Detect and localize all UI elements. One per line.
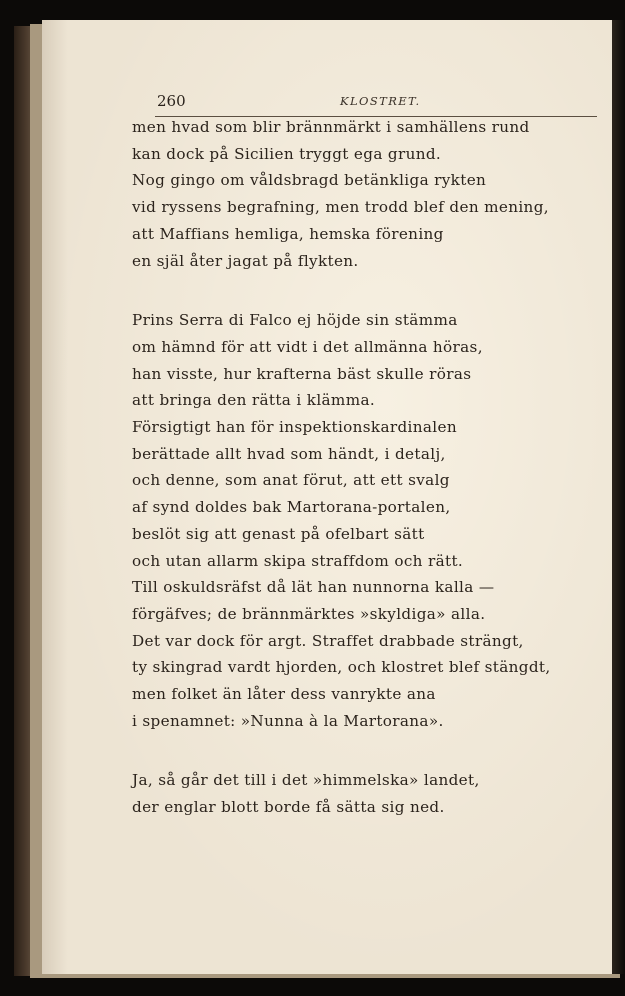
stanza [132,307,572,734]
poem-body [132,114,572,821]
poem-line: beslöt sig att genast på ofelbart sätt [132,524,425,543]
poem-line: men folket än låter dess vanrykte ana [132,685,436,704]
poem-line: men hvad som blir brännmärkt i samhällens rund [132,118,530,136]
poem-line: han visste, hur krafterna bäst skulle röras [132,364,472,383]
poem-line: Prins Serra di Falco ej höjde sin stämma [132,311,458,330]
page-number: 260 [157,92,186,110]
poem-line: Ja, så går det till i det »himmelska» landet, [132,771,480,790]
poem-line: om hämnd för att vidt i det allmänna höras, [132,337,483,356]
poem-line: ty skingrad vardt hjorden, och klostret blef stängdt, [132,658,551,677]
poem-line: der englar blott borde få sätta sig ned. [132,798,445,817]
poem-line: Försigtigt han för inspektionskardinalen [132,418,457,437]
poem-line: förgäfves; de brännmärktes »skyldiga» alla. [132,604,486,623]
poem-line: Nog gingo om våldsbragd betänkliga rykten [132,171,487,190]
poem-line: Till oskuldsräfst då lät han nunnorna kalla — [132,578,495,597]
poem-line: kan dock på Sicilien tryggt ega grund. [132,144,442,163]
poem-line: Det var dock för argt. Straffet drabbade strängt, [132,631,524,650]
poem-line: och denne, som anat förut, att ett svalg [132,471,450,490]
page-header [42,20,614,120]
stanza [132,114,572,274]
stanza [132,767,572,820]
poem-line: att Maffians hemliga, hemska förening [132,224,444,243]
poem-line: och utan allarm skipa straffdom och rätt. [132,551,464,570]
poem-line: att bringa den rätta i klämma. [132,391,376,410]
stanza-gap [132,734,572,767]
poem-line: af synd doldes bak Martorana-portalen, [132,498,451,517]
poem-line: berättade allt hvad som händt, i detalj, [132,444,446,463]
poem-line: vid ryssens begrafning, men trodd blef den mening, [132,198,549,217]
stanza-gap [132,274,572,307]
running-head: KLOSTRET. [340,94,421,108]
page-right-shadow [612,20,625,974]
poem-line: i spenamnet: »Nunna à la Martorana». [132,711,444,730]
poem-line: en själ åter jagat på flykten. [132,251,359,270]
